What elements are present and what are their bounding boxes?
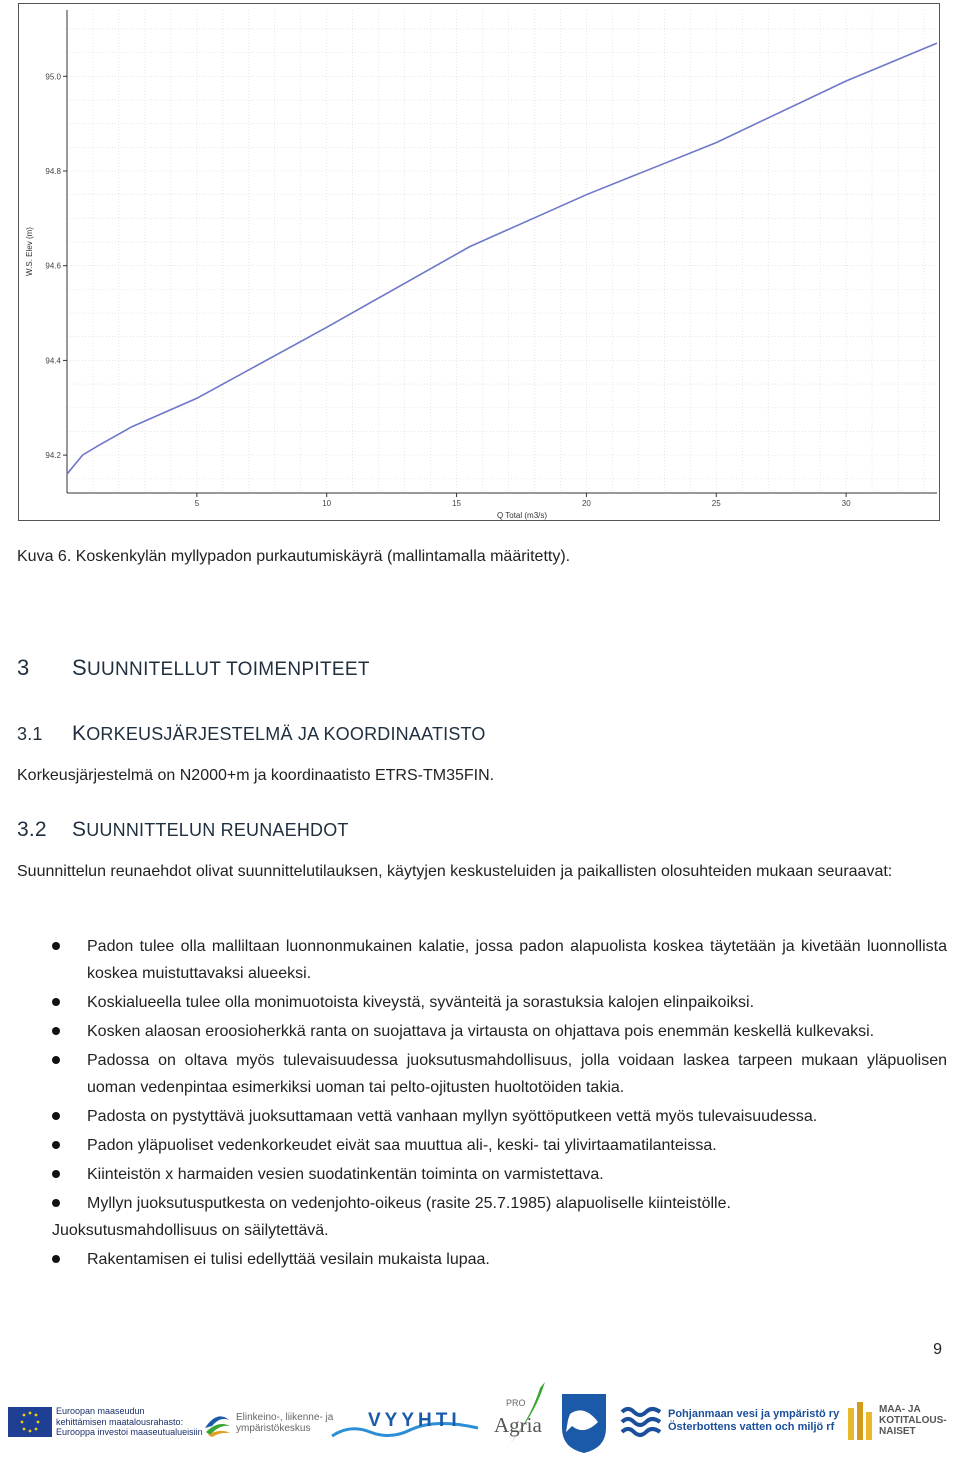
pro-agria-emblem (490, 1380, 552, 1452)
eu-flag-icon (8, 1407, 52, 1437)
section-title-rest: UUNNITELLUT TOIMENPITEET (86, 659, 370, 680)
x-axis-label: Q Total (m3/s) (496, 511, 548, 520)
section-title-initial: S (72, 655, 87, 680)
section-3-2-heading (17, 818, 349, 842)
ely-emblem-icon (202, 1408, 232, 1438)
bullet-icon (52, 1255, 60, 1263)
pvy-logo-line: Pohjanmaan vesi ja ympäristö ry (668, 1408, 840, 1420)
x-tick-label: 30 (841, 499, 851, 508)
mkn-logo-line: NAISET (879, 1425, 916, 1437)
bullet-icon (52, 998, 60, 1006)
x-tick-label: 25 (711, 499, 721, 508)
bullet-icon (52, 1199, 60, 1207)
list-item-continuation: Juoksutusmahdollisuus on säilytettävä. (52, 1222, 329, 1239)
y-axis-label: W.S. Elev (m) (25, 227, 34, 276)
requirements-list (52, 933, 947, 1275)
list-item: Myllyn juoksutusputkesta on vedenjohto-oikeus (rasite 25.7.1985) alapuoliselle kiinteistölle. Juoksutusmahdollisuus on säilytettävä. (52, 1190, 947, 1244)
section-title-rest: UUNNITTELUN REUNAEHDOT (86, 820, 349, 840)
bullet-icon (52, 942, 60, 950)
series-line (67, 43, 937, 474)
x-tick-label: 5 (194, 499, 200, 508)
list-item: Koskialueella tulee olla monimuotoista kiveystä, syvänteitä ja sorastuksia kalojen elinpaikoiksi. (52, 989, 947, 1016)
y-tick-label: 94.2 (45, 451, 61, 461)
ely-logo-line: ympäristökeskus (236, 1423, 311, 1434)
coat-of-arms-logo (560, 1392, 608, 1454)
eu-logo-line: kehittämisen maatalousrahasto: (56, 1416, 184, 1427)
section-3-2-intro: Suunnittelun reunaehdot olivat suunnittelutilauksen, käytyjen keskusteluiden ja paikallisten olosuhteiden mukaan seuraavat: (17, 863, 893, 880)
y-tick-label: 94.8 (45, 167, 61, 176)
section-3-heading (17, 655, 370, 681)
list-item: Padossa on oltava myös tulevaisuudessa juoksutusmahdollisuus, jolla voidaan laskea tarpeen mukaan yläpuolisen uoman vedenpintaa esimerkiksi uoman tai pelto-ojitusten huoltotöiden takia. (52, 1047, 947, 1101)
x-tick-label: 10 (322, 499, 332, 508)
eu-logo (8, 1406, 203, 1438)
list-item: Padon yläpuoliset vedenkorkeudet eivät saa muuttua ali-, keski- tai ylivirtaamatilanteissa. (52, 1132, 947, 1159)
ely-logo-line: Elinkeino-, liikenne- ja (236, 1412, 334, 1423)
vyyhti-wordmark: VYYHTI (368, 1410, 461, 1431)
list-item: Rakentamisen ei tulisi edellyttää vesilain mukaista lupaa. (52, 1246, 947, 1273)
mkn-logo (846, 1398, 947, 1442)
y-tick-label: 94.6 (45, 261, 61, 271)
pvy-logo-line: Österbottens vatten och miljö rf (668, 1421, 835, 1433)
section-number: 3.1 (17, 724, 43, 744)
list-item: Kiinteistön x harmaiden vesien suodatinkentän toiminta on varmistettava. (52, 1161, 947, 1188)
bullet-icon (52, 1056, 60, 1064)
mkn-logo-line: MAA- JA (879, 1403, 921, 1415)
mkn-logo-line: KOTITALOUS- (879, 1414, 947, 1426)
chart-svg (19, 4, 941, 522)
bullet-icon (52, 1112, 60, 1120)
y-tick-label: 94.4 (45, 356, 61, 366)
fish-shield-icon (560, 1392, 608, 1454)
section-title-initial: K (72, 722, 87, 745)
bullet-icon (52, 1141, 60, 1149)
list-item: Padosta on pystyttävä juoksuttamaan vettä vanhaan myllyn syöttöputkeen vettä myös tulevaisuudessa. (52, 1103, 947, 1130)
section-number: 3.2 (17, 818, 47, 841)
bullet-icon (52, 1170, 60, 1178)
pvy-waves-icon (620, 1404, 662, 1438)
vyyhti-wave-icon (330, 1406, 480, 1440)
ely-logo (202, 1408, 333, 1438)
y-tick-label: 95.0 (45, 72, 61, 82)
x-tick-label: 15 (452, 499, 462, 508)
mkn-figures-icon (846, 1398, 876, 1442)
figure-caption: Kuva 6. Koskenkylän myllypadon purkautumiskäyrä (mallintamalla määritetty). (17, 548, 571, 565)
pro-agria-wordmark: Agria (494, 1413, 542, 1437)
list-item: Kosken alaosan eroosioherkkä ranta on suojattava ja virtausta on ohjattava pois enemmän keskellä kulkevaksi. (52, 1018, 947, 1045)
section-3-1-text: Korkeusjärjestelmä on N2000+m ja koordinaatisto ETRS-TM35FIN. (17, 767, 495, 784)
pro-agria-top: PRO (506, 1398, 526, 1408)
bullet-icon (52, 1027, 60, 1035)
footer-logos (0, 1378, 960, 1458)
section-title-initial: S (72, 818, 87, 841)
vyyhti-logo (330, 1406, 480, 1440)
pvy-logo (620, 1404, 839, 1438)
discharge-curve-chart (18, 3, 940, 521)
section-title-rest: ORKEUSJÄRJESTELMÄ JA KOORDINAATISTO (86, 724, 486, 744)
x-tick-label: 20 (581, 499, 591, 508)
eu-logo-line: Euroopan maaseudun (56, 1406, 145, 1416)
eu-logo-line: Eurooppa investoi maaseutualueisiin (56, 1427, 203, 1437)
page-number: 9 (933, 1341, 942, 1358)
section-number: 3 (17, 655, 30, 680)
list-item: Padon tulee olla malliltaan luonnonmukainen kalatie, jossa padon alapuolista koskea täytetään ja kivetään luonnollista koskea muistuttavaksi alueeksi. (52, 933, 947, 987)
pro-agria-logo (490, 1380, 552, 1452)
section-3-1-heading (17, 722, 486, 746)
